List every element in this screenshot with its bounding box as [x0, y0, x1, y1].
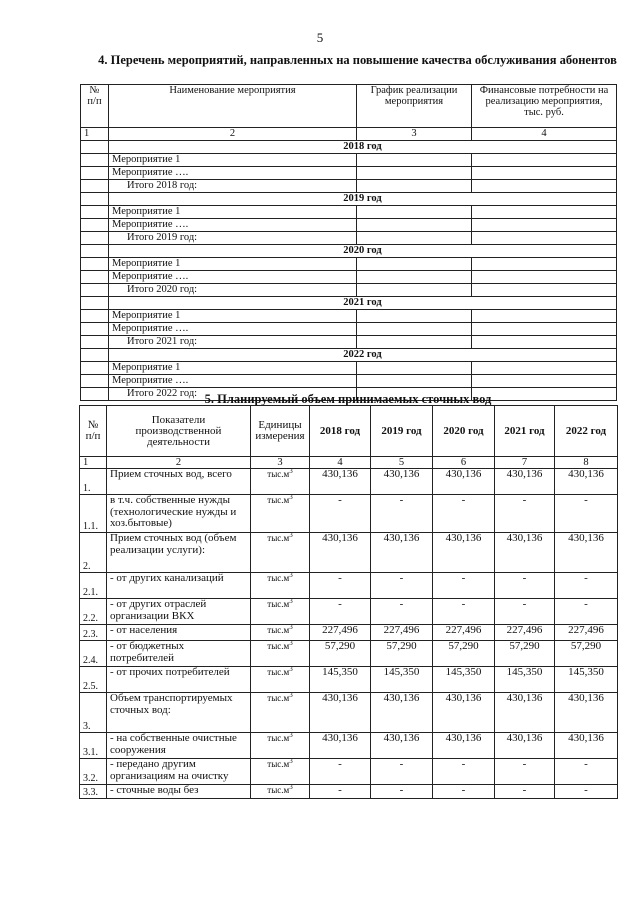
activity-row — [81, 180, 617, 193]
indicator-value: - — [555, 495, 618, 533]
activity-schedule-cell — [357, 232, 472, 245]
indicator-label: - сточные воды без — [107, 785, 251, 799]
colnum: 1 — [80, 457, 107, 469]
indicator-label: - от других отраслей организации ВКХ — [107, 599, 251, 625]
indicator-label: - от бюджетных потребителей — [107, 641, 251, 667]
indicator-value: - — [371, 759, 433, 785]
header-year: 2020 год — [433, 406, 495, 457]
indicator-row — [80, 469, 618, 495]
year-label: 2019 год — [109, 193, 617, 206]
year-num-cell — [81, 141, 109, 154]
colnum: 4 — [310, 457, 371, 469]
activity-schedule-cell — [357, 362, 472, 375]
activity-name: Мероприятие 1 — [109, 258, 357, 271]
activities-colnum-row — [81, 128, 617, 141]
header-schedule: График реализации мероприятия — [357, 85, 472, 128]
activity-schedule-cell — [357, 310, 472, 323]
activity-num-cell — [81, 180, 109, 193]
indicator-label: в т.ч. собственные нужды (технологические нужды и хоз.бытовые) — [107, 495, 251, 533]
indicator-row — [80, 641, 618, 667]
activity-total-label: Итого 2019 год: — [109, 232, 357, 245]
activity-name: Мероприятие …. — [109, 375, 357, 388]
indicator-value: - — [433, 495, 495, 533]
activity-num-cell — [81, 167, 109, 180]
activity-name: Мероприятие 1 — [109, 154, 357, 167]
indicator-unit — [251, 693, 310, 733]
year-num-cell — [81, 245, 109, 258]
indicator-unit — [251, 533, 310, 573]
indicator-label: Прием сточных вод, всего — [107, 469, 251, 495]
activity-num-cell — [81, 258, 109, 271]
header-year: 2018 год — [310, 406, 371, 457]
activity-num-cell — [81, 310, 109, 323]
header-num: № п/п — [81, 85, 109, 128]
activity-num-cell — [81, 375, 109, 388]
indicator-num: 1. — [80, 469, 107, 495]
indicator-unit — [251, 785, 310, 799]
indicator-value: - — [555, 573, 618, 599]
activity-schedule-cell — [357, 154, 472, 167]
unit-superscript: 3 — [289, 692, 293, 699]
year-row — [81, 141, 617, 154]
indicator-num: 2.4. — [80, 641, 107, 667]
unit-text: тыс.м — [267, 733, 290, 743]
indicator-row — [80, 785, 618, 799]
activity-row — [81, 258, 617, 271]
colnum: 6 — [433, 457, 495, 469]
colnum: 2 — [109, 128, 357, 141]
indicator-value: - — [371, 599, 433, 625]
unit-text: тыс.м — [267, 667, 290, 677]
indicator-value: 430,136 — [371, 733, 433, 759]
year-row — [81, 349, 617, 362]
indicator-value: 430,136 — [495, 693, 555, 733]
year-label: 2018 год — [109, 141, 617, 154]
indicator-unit — [251, 641, 310, 667]
indicator-value: 430,136 — [310, 693, 371, 733]
colnum: 1 — [81, 128, 109, 141]
indicator-unit — [251, 625, 310, 641]
indicator-value: 57,290 — [371, 641, 433, 667]
indicator-unit — [251, 733, 310, 759]
indicator-value: - — [433, 759, 495, 785]
unit-superscript: 3 — [289, 468, 293, 475]
year-num-cell — [81, 297, 109, 310]
activity-finance-cell — [472, 336, 617, 349]
indicator-row — [80, 693, 618, 733]
activity-total-label: Итого 2021 год: — [109, 336, 357, 349]
activity-num-cell — [81, 284, 109, 297]
activity-finance-cell — [472, 232, 617, 245]
activity-total-label: Итого 2018 год: — [109, 180, 357, 193]
activity-row — [81, 284, 617, 297]
indicator-value: - — [495, 785, 555, 799]
activity-name: Мероприятие 1 — [109, 206, 357, 219]
indicator-value: 430,136 — [495, 469, 555, 495]
activity-finance-cell — [472, 284, 617, 297]
indicator-label: - от прочих потребителей — [107, 667, 251, 693]
activity-num-cell — [81, 206, 109, 219]
indicator-value: 227,496 — [495, 625, 555, 641]
year-num-cell — [81, 349, 109, 362]
indicator-num: 1.1. — [80, 495, 107, 533]
indicator-value: 145,350 — [371, 667, 433, 693]
unit-text: тыс.м — [267, 469, 290, 479]
unit-text: тыс.м — [267, 495, 290, 505]
unit-text: тыс.м — [267, 785, 290, 795]
unit-text: тыс.м — [267, 599, 290, 609]
indicator-value: 430,136 — [555, 693, 618, 733]
indicator-num: 2.1. — [80, 573, 107, 599]
year-label: 2020 год — [109, 245, 617, 258]
indicator-value: 227,496 — [310, 625, 371, 641]
indicator-row — [80, 573, 618, 599]
indicator-num: 2.5. — [80, 667, 107, 693]
activity-name: Мероприятие …. — [109, 167, 357, 180]
header-year: 2022 год — [555, 406, 618, 457]
indicator-value: - — [433, 573, 495, 599]
indicator-value: - — [495, 599, 555, 625]
indicator-value: 430,136 — [310, 469, 371, 495]
indicator-value: 430,136 — [433, 733, 495, 759]
colnum: 7 — [495, 457, 555, 469]
indicator-value: - — [555, 599, 618, 625]
activity-name: Мероприятие 1 — [109, 362, 357, 375]
activity-schedule-cell — [357, 167, 472, 180]
indicator-value: - — [371, 495, 433, 533]
header-finance: Финансовые потребности на реализацию мероприятия, тыс. руб. — [472, 85, 617, 128]
activity-schedule-cell — [357, 336, 472, 349]
activity-finance-cell — [472, 310, 617, 323]
indicator-value: 57,290 — [555, 641, 618, 667]
activity-row — [81, 362, 617, 375]
indicator-label: - передано другим организациям на очистку — [107, 759, 251, 785]
unit-superscript: 3 — [289, 784, 293, 791]
unit-superscript: 3 — [289, 732, 293, 739]
colnum: 3 — [251, 457, 310, 469]
indicator-value: 57,290 — [310, 641, 371, 667]
indicator-value: - — [371, 785, 433, 799]
header-year: 2019 год — [371, 406, 433, 457]
indicator-num: 3.1. — [80, 733, 107, 759]
page-number: 5 — [316, 30, 324, 45]
indicator-value: - — [555, 759, 618, 785]
indicator-row — [80, 599, 618, 625]
activity-row — [81, 310, 617, 323]
indicator-row — [80, 625, 618, 641]
unit-superscript: 3 — [289, 494, 293, 501]
indicator-unit — [251, 573, 310, 599]
activity-num-cell — [81, 323, 109, 336]
unit-text: тыс.м — [267, 759, 290, 769]
indicator-value: - — [371, 573, 433, 599]
indicator-unit — [251, 469, 310, 495]
indicator-value: 430,136 — [555, 733, 618, 759]
indicator-value: 430,136 — [371, 533, 433, 573]
indicator-label: Прием сточных вод (объем реализации услуги): — [107, 533, 251, 573]
activity-num-cell — [81, 232, 109, 245]
activity-finance-cell — [472, 206, 617, 219]
unit-superscript: 3 — [289, 666, 293, 673]
indicator-row — [80, 533, 618, 573]
year-row — [81, 245, 617, 258]
indicator-value: 430,136 — [495, 733, 555, 759]
unit-text: тыс.м — [267, 641, 290, 651]
header-name: Наименование мероприятия — [109, 85, 357, 128]
activity-schedule-cell — [357, 271, 472, 284]
indicator-value: - — [310, 759, 371, 785]
indicator-label: - на собственные очистные сооружения — [107, 733, 251, 759]
section5-title: 5. Планируемый объем принимаемых сточных вод — [204, 392, 492, 406]
indicator-label: Объем транспортируемых сточных вод: — [107, 693, 251, 733]
unit-text: тыс.м — [267, 573, 290, 583]
wastewater-header-row — [80, 406, 618, 457]
activity-row — [81, 271, 617, 284]
activity-schedule-cell — [357, 180, 472, 193]
indicator-value: 430,136 — [310, 733, 371, 759]
activity-row — [81, 375, 617, 388]
section4-title: 4. Перечень мероприятий, направленных на повышение качества обслуживания абонентов — [98, 53, 617, 67]
unit-superscript: 3 — [289, 598, 293, 605]
indicator-value: - — [555, 785, 618, 799]
activity-finance-cell — [472, 167, 617, 180]
activity-name: Мероприятие 1 — [109, 310, 357, 323]
activity-schedule-cell — [357, 258, 472, 271]
activity-finance-cell — [472, 271, 617, 284]
indicator-num: 3. — [80, 693, 107, 733]
activity-num-cell — [81, 219, 109, 232]
indicator-value: 227,496 — [371, 625, 433, 641]
activity-row — [81, 232, 617, 245]
activity-finance-cell — [472, 258, 617, 271]
indicator-value: - — [495, 759, 555, 785]
activity-schedule-cell — [357, 219, 472, 232]
colnum: 2 — [107, 457, 251, 469]
colnum: 4 — [472, 128, 617, 141]
activity-row — [81, 154, 617, 167]
activity-total-label: Итого 2022 год: — [109, 388, 357, 401]
activity-row — [81, 167, 617, 180]
indicator-row — [80, 759, 618, 785]
indicator-unit — [251, 667, 310, 693]
indicator-value: - — [310, 599, 371, 625]
indicator-num: 3.3. — [80, 785, 107, 799]
indicator-value: 227,496 — [555, 625, 618, 641]
indicator-value: - — [310, 785, 371, 799]
indicator-unit — [251, 495, 310, 533]
indicator-value: - — [433, 599, 495, 625]
activity-row — [81, 206, 617, 219]
activity-num-cell — [81, 362, 109, 375]
indicator-value: - — [495, 495, 555, 533]
activity-num-cell — [81, 154, 109, 167]
unit-superscript: 3 — [289, 624, 293, 631]
year-num-cell — [81, 193, 109, 206]
indicator-value: 57,290 — [433, 641, 495, 667]
header-year: 2021 год — [495, 406, 555, 457]
header-units: Единицы измерения — [251, 406, 310, 457]
unit-superscript: 3 — [289, 572, 293, 579]
activity-num-cell — [81, 336, 109, 349]
indicator-num: 2.3. — [80, 625, 107, 641]
activity-name: Мероприятие …. — [109, 323, 357, 336]
activity-num-cell — [81, 271, 109, 284]
indicator-value: 430,136 — [310, 533, 371, 573]
indicator-label: - от населения — [107, 625, 251, 641]
activity-schedule-cell — [357, 323, 472, 336]
wastewater-table — [79, 405, 618, 799]
indicator-value: 430,136 — [495, 533, 555, 573]
indicator-value: - — [310, 573, 371, 599]
activity-name: Мероприятие …. — [109, 271, 357, 284]
activity-finance-cell — [472, 362, 617, 375]
header-indicators: Показатели производственной деятельности — [107, 406, 251, 457]
activity-schedule-cell — [357, 206, 472, 219]
indicator-value: 145,350 — [495, 667, 555, 693]
header-num: № п/п — [80, 406, 107, 457]
indicator-value: 430,136 — [433, 533, 495, 573]
activity-finance-cell — [472, 180, 617, 193]
activity-finance-cell — [472, 219, 617, 232]
activity-finance-cell — [472, 323, 617, 336]
indicator-num: 3.2. — [80, 759, 107, 785]
indicator-value: 430,136 — [555, 533, 618, 573]
activity-row — [81, 323, 617, 336]
activities-table — [80, 84, 617, 401]
indicator-unit — [251, 759, 310, 785]
colnum: 3 — [357, 128, 472, 141]
unit-superscript: 3 — [289, 758, 293, 765]
activity-finance-cell — [472, 375, 617, 388]
activity-schedule-cell — [357, 284, 472, 297]
indicator-row — [80, 733, 618, 759]
activity-name: Мероприятие …. — [109, 219, 357, 232]
indicator-value: 430,136 — [371, 693, 433, 733]
indicator-row — [80, 495, 618, 533]
indicator-unit — [251, 599, 310, 625]
indicator-value: 145,350 — [555, 667, 618, 693]
indicator-value: 145,350 — [310, 667, 371, 693]
activity-schedule-cell — [357, 375, 472, 388]
indicator-value: 227,496 — [433, 625, 495, 641]
indicator-num: 2.2. — [80, 599, 107, 625]
unit-text: тыс.м — [267, 625, 290, 635]
activity-row — [81, 219, 617, 232]
year-row — [81, 193, 617, 206]
unit-text: тыс.м — [267, 533, 290, 543]
indicator-num: 2. — [80, 533, 107, 573]
year-label: 2021 год — [109, 297, 617, 310]
indicator-value: 57,290 — [495, 641, 555, 667]
indicator-value: 430,136 — [371, 469, 433, 495]
activity-total-label: Итого 2020 год: — [109, 284, 357, 297]
indicator-value: 430,136 — [433, 693, 495, 733]
wastewater-colnum-row — [80, 457, 618, 469]
year-label: 2022 год — [109, 349, 617, 362]
indicator-value: - — [310, 495, 371, 533]
colnum: 8 — [555, 457, 618, 469]
unit-text: тыс.м — [267, 693, 290, 703]
indicator-label: - от других канализаций — [107, 573, 251, 599]
activities-header-row — [81, 85, 617, 128]
indicator-value: 430,136 — [555, 469, 618, 495]
colnum: 5 — [371, 457, 433, 469]
indicator-row — [80, 667, 618, 693]
activity-finance-cell — [472, 154, 617, 167]
indicator-value: 430,136 — [433, 469, 495, 495]
indicator-value: 145,350 — [433, 667, 495, 693]
indicator-value: - — [433, 785, 495, 799]
indicator-value: - — [495, 573, 555, 599]
unit-superscript: 3 — [289, 640, 293, 647]
unit-superscript: 3 — [289, 532, 293, 539]
year-row — [81, 297, 617, 310]
activity-row — [81, 336, 617, 349]
